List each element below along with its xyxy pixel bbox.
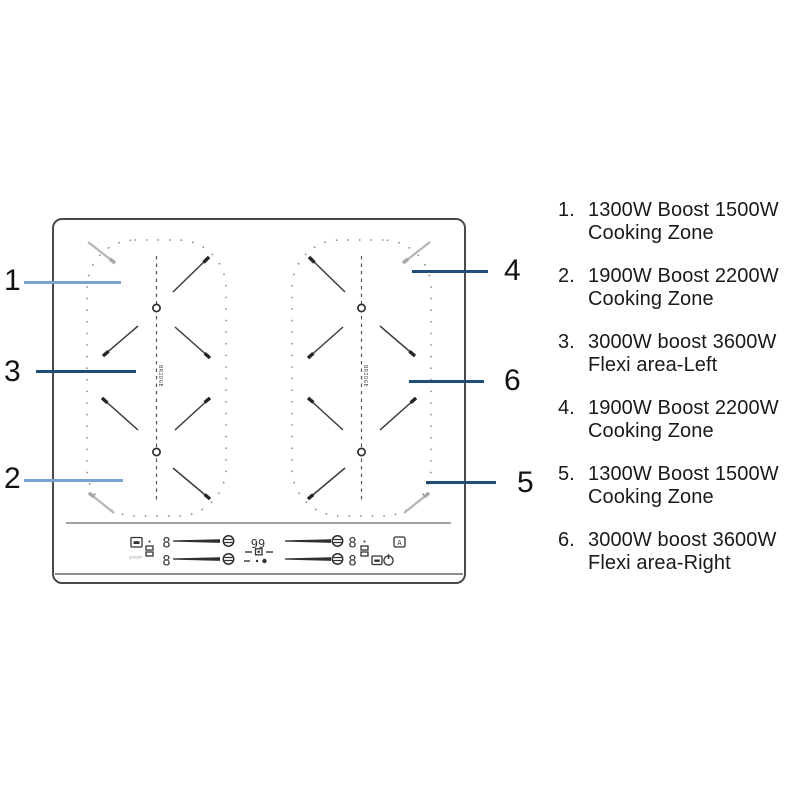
power-level-display: 8 (348, 553, 357, 570)
legend-number: 6. (558, 529, 575, 551)
cooktop-graphics (54, 220, 464, 582)
slider-knob-icon (332, 554, 342, 564)
legend-item-6 (558, 529, 800, 574)
timer-display: 99 (250, 537, 266, 551)
callout-line-1 (24, 281, 121, 284)
legend-text-line2: Flexi area-Left (588, 353, 718, 376)
callout-number-1: 1 (4, 264, 21, 297)
callout-number-4: 4 (504, 254, 521, 287)
legend-item-1 (558, 199, 800, 244)
legend-text-line2: Cooking Zone (588, 221, 714, 244)
legend-text-line2: Cooking Zone (588, 287, 714, 310)
zone-legend (558, 199, 800, 595)
svg-text:A: A (397, 539, 402, 547)
bridge-label-left: BRIDGE (157, 365, 163, 388)
timer-console (244, 537, 273, 563)
legend-text-line1: 1900W Boost 2200W (588, 265, 779, 287)
legend-item-5 (558, 463, 800, 508)
callout-line-4 (412, 270, 488, 273)
pan-position-marks (308, 242, 430, 513)
callout-number-3: 3 (4, 355, 21, 388)
power-slider (285, 536, 343, 546)
callout-number-6: 6 (504, 364, 521, 397)
zone-center-mark (358, 304, 365, 311)
slider-knob-icon (332, 536, 342, 546)
legend-item-3 (558, 331, 800, 376)
legend-text-line1: 3000W boost 3600W (588, 529, 777, 551)
bridge-label-right: BRIDGE (362, 365, 368, 388)
callout-line-3 (36, 370, 136, 373)
legend-number: 4. (558, 397, 575, 419)
lock-icon (372, 556, 382, 565)
control-strip (129, 536, 405, 570)
legend-number: 3. (558, 331, 575, 353)
callout-line-2 (24, 479, 123, 482)
power-level-display: 8 (348, 535, 357, 552)
callout-line-6 (409, 380, 484, 383)
flexi-zone-right (292, 240, 431, 516)
zone-center-mark (153, 448, 160, 455)
legend-text-line2: Flexi area-Right (588, 551, 731, 574)
power-level-display: 8 (162, 553, 171, 570)
bridge-link-icon (146, 546, 153, 556)
power-slider (285, 554, 343, 564)
power-icon (384, 554, 393, 565)
power-slider (173, 554, 234, 564)
auto-function-icon (394, 537, 405, 547)
legend-text-line1: 3000W boost 3600W (588, 331, 777, 353)
legend-number: 1. (558, 199, 575, 221)
stop-go-label: STOP (129, 555, 143, 560)
legend-number: 5. (558, 463, 575, 485)
bridge-indicator-dot (364, 541, 366, 543)
power-level-display: 8 (162, 535, 171, 552)
legend-text-line2: Cooking Zone (588, 485, 714, 508)
legend-text-line1: 1900W Boost 2200W (588, 397, 779, 419)
cooktop-panel (52, 218, 466, 584)
pause-icon-bar (134, 541, 140, 544)
power-slider (173, 536, 234, 546)
bridge-indicator-dot (149, 541, 151, 543)
callout-number-2: 2 (4, 462, 21, 495)
callout-line-5 (426, 481, 496, 484)
zone-center-mark (358, 448, 365, 455)
bridge-link-icon (361, 546, 368, 556)
legend-text-line1: 1300W Boost 1500W (588, 199, 779, 221)
slider-knob-icon (223, 536, 233, 546)
legend-item-4 (558, 397, 800, 442)
legend-text-line2: Cooking Zone (588, 419, 714, 442)
callout-number-5: 5 (517, 466, 534, 499)
zone-center-mark (153, 304, 160, 311)
legend-item-2 (558, 265, 800, 310)
legend-text-line1: 1300W Boost 1500W (588, 463, 779, 485)
slider-knob-icon (223, 554, 233, 564)
legend-number: 2. (558, 265, 575, 287)
